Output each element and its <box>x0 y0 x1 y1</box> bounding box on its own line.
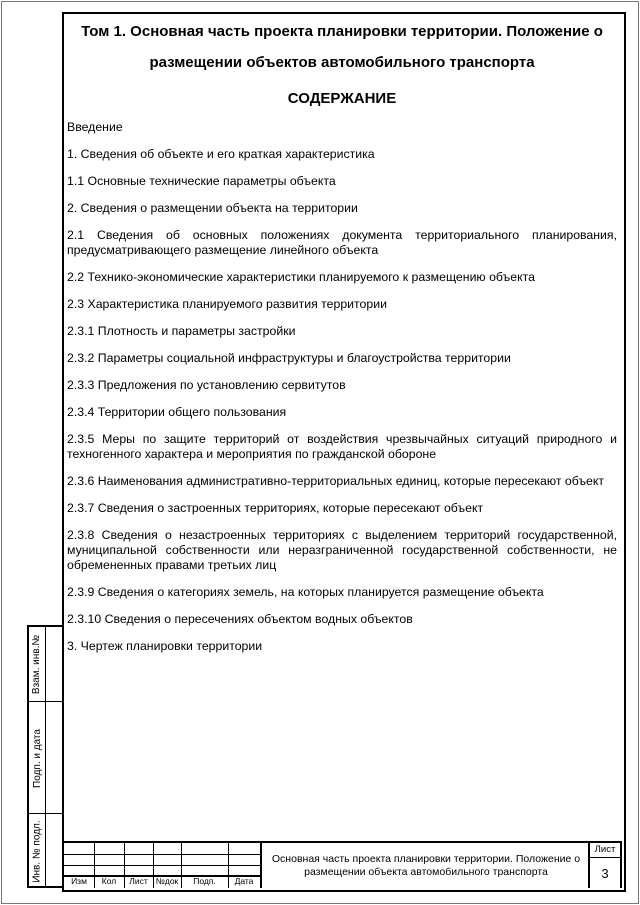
toc-item: 2.3.4 Территории общего пользования <box>67 405 287 419</box>
toc-item: 2.3.8 Сведения о незастроенных территориях с выделением территорий государственной, муниципальной собственности или неразграниченной государственной собственности, не обремененных правами третьих лиц <box>67 528 617 572</box>
stamp-sheet-box <box>588 843 620 888</box>
stamp-header-docnum: №док <box>155 876 179 886</box>
stamp-header-change: Изм <box>71 876 87 886</box>
contents-heading: СОДЕРЖАНИЕ <box>287 90 397 107</box>
toc-item: Введение <box>67 120 123 134</box>
toc-item: 1.1 Основные технические параметры объекта <box>67 174 336 188</box>
side-cell-signature <box>29 702 62 814</box>
sheet-label: Лист <box>590 843 620 858</box>
toc-item: 2.3.2 Параметры социальной инфраструктуры и благоустройства территории <box>67 351 511 365</box>
toc-item: 1. Сведения об объекте и его краткая характеристика <box>67 147 375 161</box>
side-stamp-column <box>27 625 62 888</box>
stamp-header-count: Кол <box>101 876 117 886</box>
toc-item: 2.3.7 Сведения о застроенных территориях, которые пересекают объект <box>67 501 484 515</box>
side-label-signature <box>29 702 45 814</box>
side-cell-inventory <box>29 814 62 888</box>
toc-item: 2.1 Сведения об основных положениях документа территориального планирования, предусматривающего размещение линейного объекта <box>67 228 617 257</box>
revision-grid <box>64 843 260 888</box>
stamp-document-name: Основная часть проекта планировки территории. Положение о размещении объекта автомобильного транспорта <box>260 843 590 888</box>
document-body <box>67 16 617 666</box>
side-label-replacement <box>29 627 45 702</box>
toc-item: 2. Сведения о размещении объекта на территории <box>67 201 358 215</box>
toc-item: 2.3.1 Плотность и параметры застройки <box>67 324 296 338</box>
toc-item: 2.3.10 Сведения о пересечениях объектом водных объектов <box>67 612 413 626</box>
toc-item: 3. Чертеж планировки территории <box>67 639 263 653</box>
toc-item: 2.3.6 Наименования административно-территориальных единиц, которые пересекают объект <box>67 474 605 488</box>
side-label-text: Взам. инв.№ <box>31 634 43 695</box>
toc-item: 2.3.9 Сведения о категориях земель, на которых планируется размещение объекта <box>67 585 544 599</box>
side-label-text: Инв. № подл. <box>31 819 43 883</box>
toc-item: 2.2 Технико-экономические характеристики планируемого к размещению объекта <box>67 270 535 284</box>
side-label-text: Подп. и дата <box>31 728 43 788</box>
title-block <box>62 841 622 888</box>
side-cell-replacement <box>29 627 62 702</box>
toc-item: 2.3.3 Предложения по установлению сервитутов <box>67 378 346 392</box>
stamp-header-sheet: Лист <box>129 876 148 886</box>
toc-item: 2.3 Характеристика планируемого развития территории <box>67 297 387 311</box>
side-label-inventory <box>29 814 45 888</box>
toc-item: 2.3.5 Меры по защите территорий от воздействия чрезвычайных ситуаций природного и техногенного характера и мероприятия по гражданской обороне <box>67 432 617 461</box>
sheet-number: 3 <box>601 866 609 881</box>
stamp-header-date: Дата <box>234 876 254 886</box>
document-title: Том 1. Основная часть проекта планировки территории. Положение о размещении объектов автомобильного транспорта <box>81 23 603 71</box>
table-of-contents <box>67 120 617 654</box>
stamp-header-signature: Подп. <box>193 876 216 886</box>
